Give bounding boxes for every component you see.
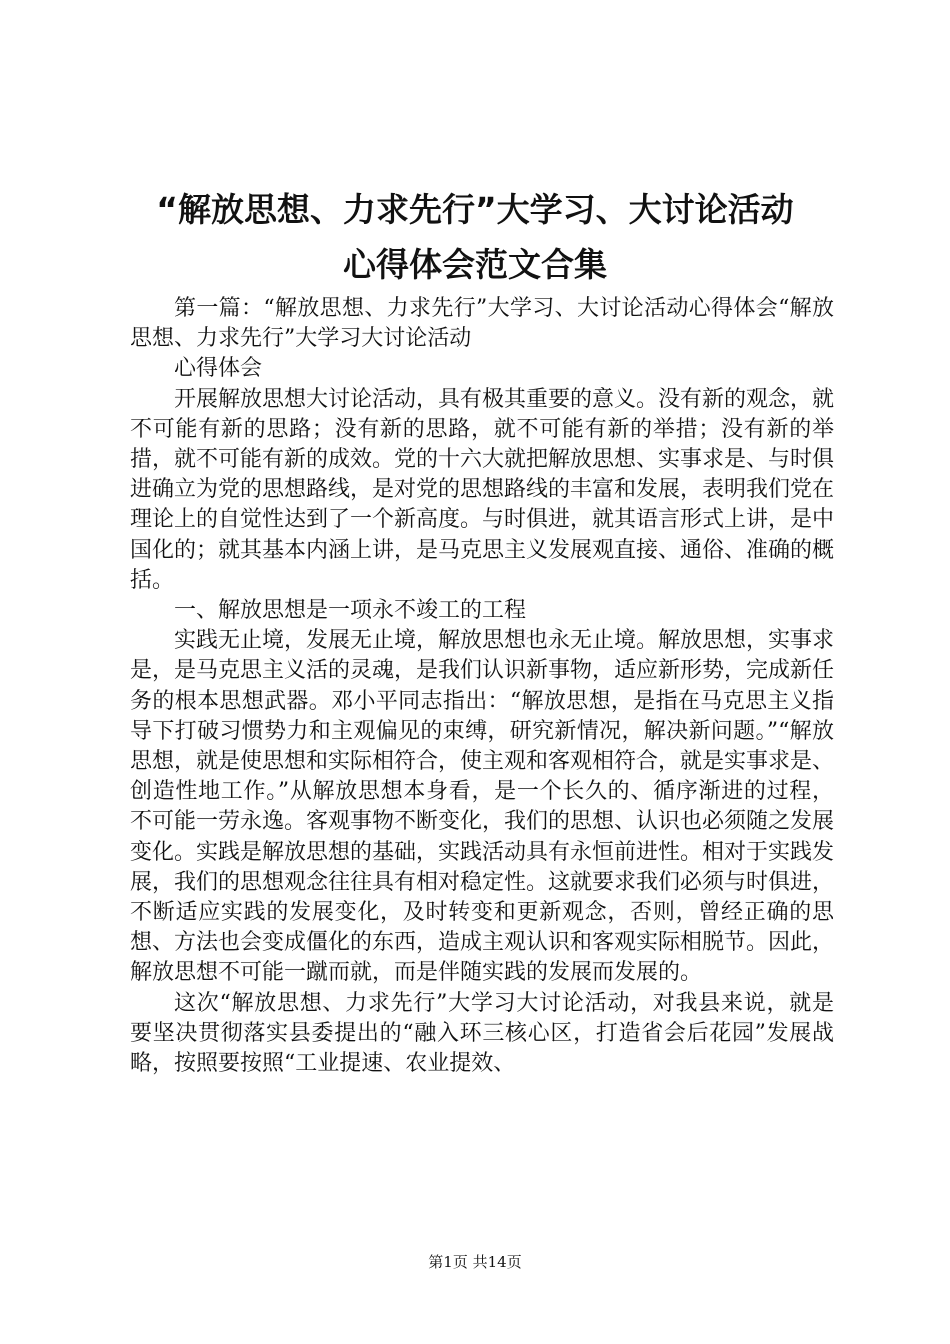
paragraph-subtitle: 心得体会 [174, 356, 263, 382]
document-body [130, 294, 834, 1079]
section-heading-1: 一、解放思想是一项永不竣工的工程 [174, 598, 527, 624]
paragraph-chapter-heading: 第一篇：“解放思想、力求先行”大学习、大讨论活动心得体会“解放思想、力求先行”大学习大讨论活动 [130, 296, 834, 352]
paragraph-intro: 开展解放思想大讨论活动，具有极其重要的意义。没有新的观念，就不可能有新的思路；没有新的思路，就不可能有新的举措；没有新的举措，就不可能有新的成效。党的十六大就把解放思想、实事求是、与时俱进确立为党的思想路线，是对党的思想路线的丰富和发展，表明我们党在理论上的自觉性达到了一个新高度。与时俱进，就其语言形式上讲，是中国化的；就其基本内涵上讲，是马克思主义发展观直接、通俗、准确的概括。 [130, 386, 835, 593]
page-footer: 第1页 共14页 [428, 1253, 522, 1271]
paragraph-section-1: 实践无止境，发展无止境，解放思想也永无止境。解放思想，实事求是，是马克思主义活的灵魂，是我们认识新事物，适应新形势，完成新任务的根本思想武器。邓小平同志指出：“解放思想，是指在马克思主义指导下打破习惯势力和主观偏见的束缚，研究新情况，解决新问题。”“解放思想，就是使思想和实际相符合，使主观和客观相符合，就是实事求是、创造性地工作。”从解放思想本身看，是一个长久的、循序渐进的过程，不可能一劳永逸。客观事物不断变化，我们的思想、认识也必须随之发展变化。实践是解放思想的基础，实践活动具有永恒前进性。相对于实践发展，我们的思想观念往往具有相对稳定性。这就要求我们必须与时俱进，不断适应实践的发展变化，及时转变和更新观念，否则，曾经正确的思想、方法也会变成僵化的东西，造成主观认识和客观实际相脱节。因此，解放思想不可能一蹴而就，而是伴随实践的发展而发展的。 [130, 628, 835, 986]
document-title-line-2: 心得体会范文合集 [343, 245, 607, 284]
paragraph-activity: 这次“解放思想、力求先行”大学习大讨论活动，对我县来说，就是要坚决贯彻落实县委提出的“融入环三核心区，打造省会后花园”发展战略，按照要按照“工业提速、农业提效、 [130, 990, 834, 1077]
document-title-line-1: “解放思想、力求先行”大学习、大讨论活动 [156, 190, 794, 229]
